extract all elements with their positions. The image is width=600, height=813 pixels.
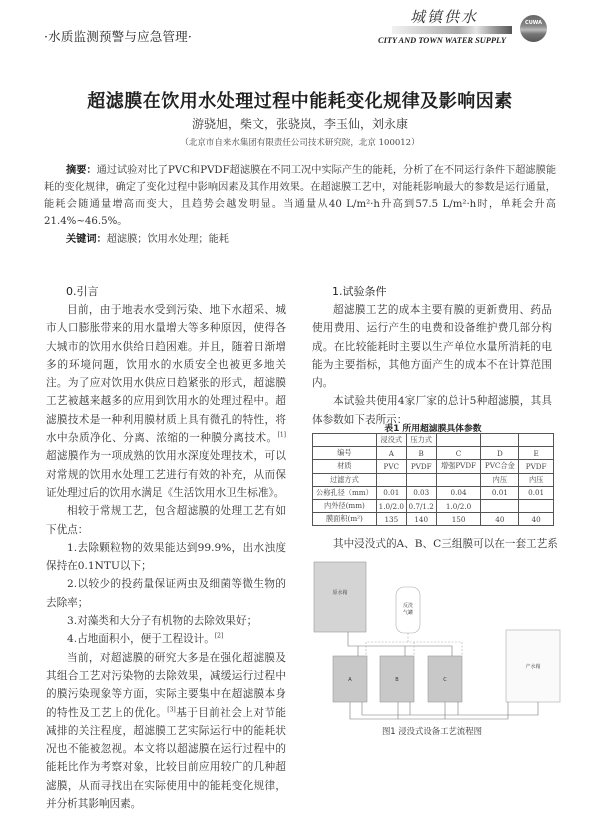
product-pipes bbox=[350, 702, 538, 719]
intro-paragraph-3 bbox=[46, 649, 286, 813]
membrane-params-table bbox=[312, 433, 554, 526]
intro-paragraph-1 bbox=[46, 301, 286, 502]
product-tank-label: 产水箱 bbox=[525, 664, 541, 670]
table-row bbox=[313, 486, 554, 499]
table-cell: 膜面积(m²) bbox=[313, 513, 377, 526]
experiment-paragraph-1: 超滤膜工艺的成本主要有膜的更新费用、药品使用费用、运行产生的电费和设备维护费几部分构成。在比较能耗时主要以生产单位水量所消耗的电能为主要指标，其他方面产生的成本不在计算范围内。 bbox=[312, 304, 552, 390]
table-cell bbox=[436, 434, 481, 447]
table-cell: 0.04 bbox=[436, 486, 481, 499]
air-tank-label-1: 反洗 bbox=[402, 603, 414, 609]
advantage-item bbox=[46, 630, 286, 648]
advantage-item: 3.对藻类和大分子有机物的去除效果好； bbox=[67, 615, 258, 628]
table-cell: 1.0/2.0 bbox=[376, 499, 406, 512]
table-cell: 0.01 bbox=[481, 486, 519, 499]
intro-p3-text: 当前，对超滤膜的研究大多是在强化超滤膜及其组合工艺对污染物的去除效果，减缓运行过程中的膜污染现象等方面，实际主要集中在超滤膜本身的特性及工艺上的优化。 bbox=[46, 651, 286, 719]
table-cell: 1.0/2.0 bbox=[436, 499, 481, 512]
unit-c-label: C bbox=[443, 677, 447, 683]
raw-water-tank-label: 原水箱 bbox=[332, 590, 348, 596]
table-cell: 140 bbox=[406, 513, 436, 526]
table-cell: 浸没式 bbox=[376, 434, 406, 447]
table-row bbox=[313, 434, 554, 447]
unit-a-label: A bbox=[348, 677, 352, 683]
article-authors: 游骁旭，柴文，张骁岚，李玉仙，刘永康 bbox=[191, 117, 408, 131]
advantage-item-text: 4.占地面积小，便于工程设计。 bbox=[67, 633, 215, 646]
keywords-label: 关键词： bbox=[66, 233, 107, 245]
figure-caption: 图1 浸没式设备工艺流程图 bbox=[381, 726, 483, 736]
table-cell: E bbox=[519, 447, 554, 460]
article-title: 超滤膜在饮用水处理过程中能耗变化规律及影响因素 bbox=[87, 91, 513, 112]
journal-logo bbox=[376, 6, 556, 50]
raw-water-pipes bbox=[348, 632, 452, 656]
table-cell bbox=[406, 473, 436, 486]
table-row bbox=[313, 473, 554, 486]
citation-3: [3] bbox=[167, 706, 176, 713]
table-cell: 135 bbox=[376, 513, 406, 526]
abstract-text: 通过试验对比了PVC和PVDF超滤膜在不同工况中实际产生的能耗，分析了在不同运行条件下超滤膜能耗的变化规律，确定了变化过程中影响因素及其作用效果。在超滤膜工艺中，对能耗影响最大的参数是运行通量，能耗会随通量增高而变大，且趋势会越发明显。当通量从40 L/m²·h升高到57.5 L/m²·h时，单耗会升高21.4%~46.5%。 bbox=[44, 165, 557, 227]
table-cell bbox=[376, 473, 406, 486]
experiment-heading: 1.试验条件 bbox=[332, 285, 387, 298]
raw-water-tank bbox=[314, 562, 366, 632]
table-cell bbox=[436, 473, 481, 486]
intro-p3-text-cont: 基于目前社会上对节能减排的关注程度，超滤膜工艺实际运行中的能耗状况也不能被忽视。本文将以超滤膜在运行过程中的能耗比作为考察对象，比较目前应用较广的几种超滤膜，从而寻找出在实际使用中的能耗变化规律，并分析其影响因素。 bbox=[46, 706, 287, 811]
experiment-paragraph-3: 其中浸没式的A、B、C三组膜可以在一套工艺系 bbox=[333, 538, 558, 550]
table-cell: 40 bbox=[519, 513, 554, 526]
air-pipes bbox=[366, 633, 462, 656]
table-row bbox=[313, 447, 554, 460]
journal-name-cn: 城镇供水 bbox=[410, 8, 479, 26]
table-caption: 表1 所用超滤膜具体参数 bbox=[384, 424, 482, 434]
table-cell: 150 bbox=[436, 513, 481, 526]
table-cell bbox=[481, 499, 519, 512]
air-tank-label-2: 气罐 bbox=[402, 610, 414, 616]
membrane-unit-c bbox=[428, 656, 462, 702]
abstract-label: 摘要： bbox=[66, 164, 97, 176]
advantage-item: 1.去除颗粒物的效果能达到99.9%，出水浊度保持在0.1NTU以下； bbox=[46, 541, 286, 573]
table-row bbox=[313, 460, 554, 473]
section-header: ·水质监测预警与应急管理· bbox=[44, 29, 193, 44]
intro-p1-text-cont: 超滤膜作为一项成熟的饮用水深度处理技术，可以对常规的饮用水处理工艺进行有效的补充，从而保证处理过后的饮用水满足《生活饮用水卫生标准》。 bbox=[46, 450, 286, 499]
table-cell: 编号 bbox=[313, 447, 377, 460]
table-cell: 材质 bbox=[313, 460, 377, 473]
right-column bbox=[312, 283, 552, 429]
table-cell: 内外径(mm) bbox=[313, 499, 377, 512]
table-cell: PVDF bbox=[406, 460, 436, 473]
table-row bbox=[313, 499, 554, 512]
unit-b-label: B bbox=[395, 677, 399, 683]
article-affiliation: （北京市自来水集团有限责任公司技术研究院，北京 100012） bbox=[180, 138, 420, 148]
table-cell: 0.01 bbox=[519, 486, 554, 499]
process-flow-diagram bbox=[310, 562, 560, 730]
intro-paragraph-2: 相较于常规工艺，包含超滤膜的处理工艺有如下优点： bbox=[46, 505, 286, 536]
left-column bbox=[46, 283, 286, 813]
experiment-paragraph-2: 本试验共使用4家厂家的总计5种超滤膜，其具体参数如下表所示： bbox=[312, 395, 552, 426]
table-cell: 增强PVDF bbox=[436, 460, 481, 473]
table-cell: PVC合金 bbox=[481, 460, 519, 473]
table-cell: 过滤方式 bbox=[313, 473, 377, 486]
table-cell: 内压 bbox=[481, 473, 519, 486]
intro-p1-text: 目前，由于地表水受到污染、地下水超采、城市人口膨胀带来的用水量增大等多种原因，使得各大城市的饮用水供给日趋困难。并且，随着日渐增多的环境问题，饮用水的水质安全也被更多地关注。为了应对饮用水供应日趋紧张的形式，超滤膜工艺被越来越多的应用到饮用水的处理过程中。超滤膜技术是一种利用膜材质上具有微孔的特性，将水中杂质净化、分离、浓缩的一种膜分离技术。 bbox=[46, 304, 286, 445]
emblem-text: CUWA bbox=[525, 20, 542, 26]
table-cell: 压力式 bbox=[406, 434, 436, 447]
logo-gradient-bar bbox=[392, 26, 512, 34]
membrane-unit-a bbox=[333, 656, 367, 702]
table-cell: 公称孔径（mm） bbox=[313, 486, 377, 499]
membrane-unit-b bbox=[380, 656, 414, 702]
table-cell bbox=[519, 434, 554, 447]
keywords bbox=[66, 230, 229, 245]
table-cell: 0.03 bbox=[406, 486, 436, 499]
intro-heading: 0.引言 bbox=[66, 285, 99, 298]
abstract bbox=[44, 162, 556, 230]
table-cell: 0.7/1.2 bbox=[406, 499, 436, 512]
table-cell bbox=[519, 499, 554, 512]
table-row bbox=[313, 513, 554, 526]
citation-1: [1] bbox=[277, 431, 286, 439]
table-cell bbox=[313, 434, 377, 447]
table-cell bbox=[481, 434, 519, 447]
table-cell: PVDF bbox=[519, 460, 554, 473]
table-cell: D bbox=[481, 447, 519, 460]
table-cell: C bbox=[436, 447, 481, 460]
cuwa-emblem-icon bbox=[520, 15, 547, 42]
table-cell: 内压 bbox=[519, 473, 554, 486]
table-cell: A bbox=[376, 447, 406, 460]
citation-2: [2] bbox=[214, 632, 224, 640]
journal-name-en: CITY AND TOWN WATER SUPPLY bbox=[378, 36, 506, 45]
table-cell: 40 bbox=[481, 513, 519, 526]
table-cell: 0.01 bbox=[376, 486, 406, 499]
table-cell: PVC bbox=[376, 460, 406, 473]
advantage-item: 2.以较少的投药量保证两虫及细菌等微生物的去除率； bbox=[46, 578, 286, 609]
table-cell: B bbox=[406, 447, 436, 460]
keywords-text: 超滤膜；饮用水处理；能耗 bbox=[106, 234, 229, 245]
